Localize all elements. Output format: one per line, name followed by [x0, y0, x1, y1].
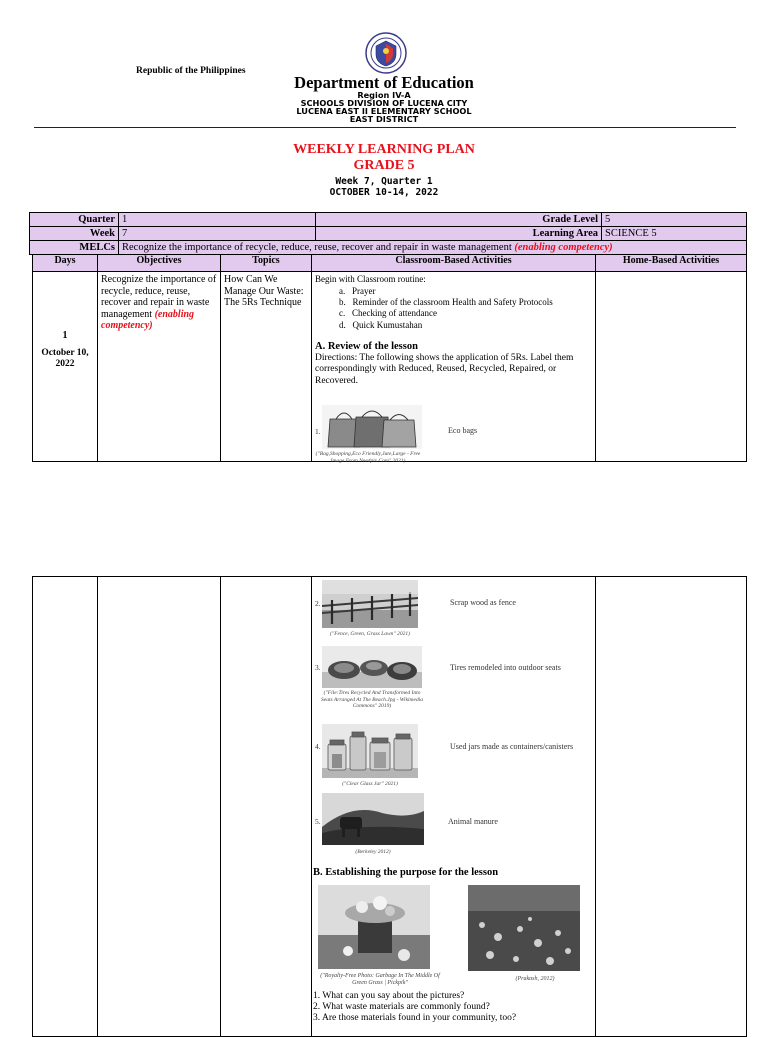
item-number: 1. [315, 427, 321, 436]
day-number: 1 [62, 330, 68, 341]
week-label: Week [30, 227, 119, 241]
info-table [29, 212, 747, 255]
col-days: Days [33, 255, 98, 272]
tires-picture [322, 646, 422, 688]
garbage-grass-picture [318, 885, 430, 969]
quarter-value: 1 [119, 213, 316, 227]
header-divider [34, 127, 736, 128]
learning-area-label: Learning Area [316, 227, 602, 241]
eco-bags-picture [322, 405, 422, 449]
list-item: 3. Are those materials found in your community, too? [313, 1013, 517, 1023]
jars-picture [322, 724, 418, 778]
item-label: Used jars made as containers/canisters [450, 742, 574, 751]
objective-tag: (enabling competency) [101, 308, 195, 332]
topic-cell: How Can We Manage Our Waste: The 5Rs Technique [221, 272, 312, 462]
school-label: LUCENA EAST II ELEMENTARY SCHOOL [296, 106, 472, 116]
item-caption: ("Bag,Shopping,Eco Friendly,Jute,Large - Free Image From Needpix.Com" 2021) [315, 451, 421, 464]
item-number: 4. [315, 742, 321, 751]
home-cell-continued [596, 577, 747, 1037]
col-home-activities: Home-Based Activities [596, 255, 747, 272]
purpose-heading: B. Establishing the purpose for the lesson [313, 867, 499, 878]
list-item: b. Reminder of the classroom Health and Safety Protocols [339, 297, 553, 307]
col-objectives: Objectives [98, 255, 221, 272]
week-value: 7 [119, 227, 316, 241]
day-cell-continued [33, 577, 98, 1037]
scattered-trash-picture [468, 885, 580, 971]
department-title: Department of Education [294, 73, 474, 92]
grade-level-value: 5 [602, 213, 747, 227]
item-caption: ("Fence, Green, Grass Lawn" 2021) [330, 631, 410, 637]
melcs-label: MELCs [30, 241, 119, 255]
item-label: Scrap wood as fence [450, 598, 516, 607]
item-label: Tires remodeled into outdoor seats [450, 663, 561, 672]
col-topics: Topics [221, 255, 312, 272]
manure-picture [322, 793, 424, 845]
republic-label: Republic of the Philippines [136, 66, 246, 76]
item-caption: ("Clear Glass Jar" 2021) [342, 781, 398, 787]
list-item: c. Checking of attendance [339, 308, 437, 319]
col-classroom-activities: Classroom-Based Activities [312, 255, 596, 272]
item-caption: ("File:Tires Recycled And Transformed Into Seats Arranged At The Beach.Jpg - Wikimedia Commons" 2019) [321, 690, 423, 709]
plan-grade: GRADE 5 [353, 158, 415, 173]
plan-dates: OCTOBER 10-14, 2022 [329, 187, 439, 198]
grade-level-label: Grade Level [316, 213, 602, 227]
day-cell [33, 272, 98, 462]
division-label: SCHOOLS DIVISION OF LUCENA CITY [300, 98, 468, 108]
item-label: Eco bags [448, 426, 478, 435]
list-item: 1. What can you say about the pictures? [313, 991, 465, 1001]
item-number: 3. [315, 663, 321, 672]
list-item: d. Quick Kumustahan [339, 319, 423, 330]
plan-title: WEEKLY LEARNING PLAN [293, 142, 475, 157]
item-number: 5. [315, 817, 321, 826]
deped-seal-logo [365, 32, 407, 74]
routine-intro: Begin with Classroom routine: [315, 274, 426, 284]
objective-cell [98, 272, 221, 462]
objective-text: Recognize the importance of recycle, reduce, reuse, recover and repair in waste management [101, 274, 217, 320]
purpose-caption: (Prakash, 2012) [515, 976, 555, 982]
plan-week-quarter: Week 7, Quarter 1 [335, 176, 433, 187]
item-label: Animal manure [448, 817, 498, 826]
home-cell [596, 272, 747, 462]
district-label: EAST DISTRICT [349, 114, 419, 124]
list-item: a. Prayer [339, 285, 376, 296]
melcs-competency: Recognize the importance of recycle, reduce, reuse, recover and repair in waste management [122, 242, 515, 253]
purpose-caption: ("Royalty-Free Photo: Garbage In The Middle Of Green Grass | Pickpik" [320, 973, 440, 986]
routine-list [315, 286, 592, 332]
review-directions: Directions: The following shows the application of 5Rs. Label them correspondingly with Reduced, Reused, Recycled, Repaired, or Recovered. [315, 352, 574, 386]
topic-cell-continued [221, 577, 312, 1037]
melcs-tag: (enabling competency) [514, 242, 613, 253]
region-label: Region IV-A [357, 90, 411, 100]
objective-cell-continued [98, 577, 221, 1037]
day-date: October 10, 2022 [41, 347, 89, 370]
quarter-label: Quarter [30, 213, 119, 227]
review-heading: A. Review of the lesson [315, 341, 418, 353]
fence-picture [322, 580, 418, 628]
item-number: 2. [315, 599, 321, 608]
learning-area-value: SCIENCE 5 [602, 227, 747, 241]
list-item: 2. What waste materials are commonly found? [313, 1002, 490, 1012]
item-caption: (Berkeley 2012) [355, 849, 391, 855]
melcs-text [119, 241, 747, 255]
questions-list [313, 991, 516, 1024]
